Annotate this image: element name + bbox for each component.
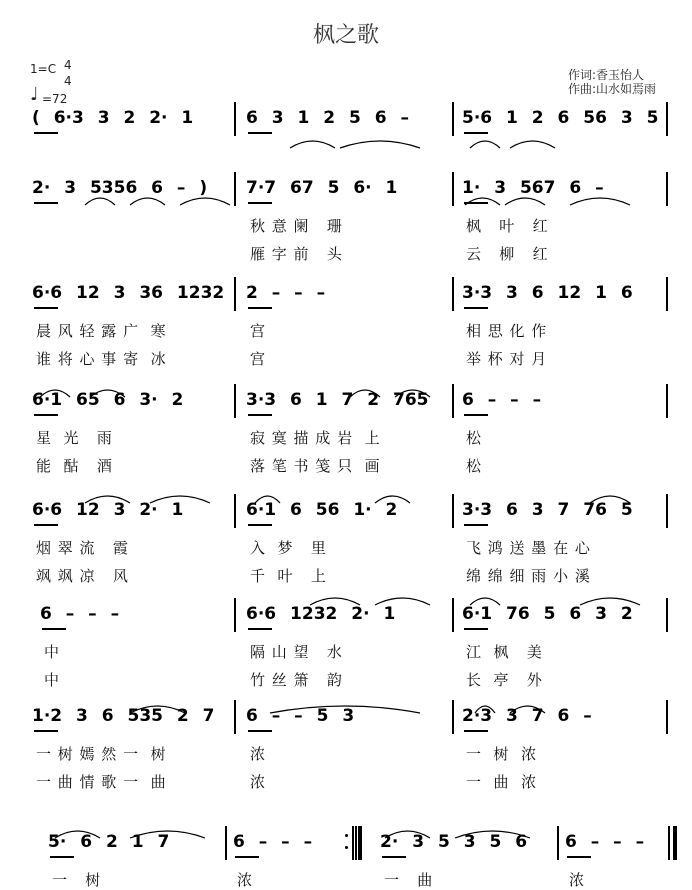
- bar-line: [666, 172, 668, 206]
- bar-line: [557, 826, 559, 860]
- time-signature-top: 4: [64, 58, 72, 72]
- beam-underline: [464, 132, 488, 134]
- lyric-verse-1: 一 树: [52, 871, 102, 889]
- beam-underline: [464, 628, 488, 630]
- beam-underline: [382, 856, 406, 858]
- beam-underline: [567, 856, 591, 858]
- lyric-verse-2: 雁 字 前 头: [250, 245, 343, 263]
- double-bar-line: [668, 826, 670, 860]
- beam-underline: [248, 132, 272, 134]
- beam-underline: [464, 307, 488, 309]
- measure-notes: 2· 3 5 3 5 6: [380, 832, 528, 852]
- bar-line: [234, 172, 236, 206]
- lyric-verse-2: 松: [466, 457, 483, 475]
- lyric-verse-1: 秋 意 阑 珊: [250, 217, 343, 235]
- key-signature: 1=C: [30, 62, 57, 76]
- lyric-verse-2: 一 曲 浓: [466, 773, 538, 791]
- lyric-verse-2: 一 曲 情 歌 一 曲: [36, 773, 167, 791]
- measure-notes: 1·2 3 6 535 2 7: [32, 706, 215, 726]
- bar-line: [452, 277, 454, 311]
- lyricist-credit: 作词:香玉怡人: [568, 68, 645, 82]
- slur-arc: [510, 141, 555, 148]
- measure-notes: 6·1 6 56 1· 2: [246, 500, 398, 520]
- beam-underline: [248, 730, 272, 732]
- measure-notes: 6·6 1232 2· 1: [246, 604, 396, 624]
- bar-line: [452, 384, 454, 418]
- quarter-note-icon: ♩: [30, 84, 39, 105]
- beam-underline: [34, 730, 58, 732]
- lyric-verse-1: 入 梦 里: [250, 539, 327, 557]
- slur-arc: [505, 198, 545, 205]
- lyric-verse-1: 浓: [237, 871, 254, 889]
- slur-arc: [570, 198, 630, 205]
- lyric-verse-1: 星 光 雨: [36, 429, 113, 447]
- measure-notes: 6 – – –: [462, 390, 542, 410]
- beam-underline: [248, 307, 272, 309]
- lyric-verse-1: 浓: [569, 871, 586, 889]
- lyric-verse-1: 江 枫 美: [466, 643, 543, 661]
- beam-underline: [248, 202, 272, 204]
- lyric-verse-2: 谁 将 心 事 寄 冰: [36, 350, 167, 368]
- double-bar-line: [358, 826, 362, 860]
- lyric-verse-1: 一 树 浓: [466, 745, 538, 763]
- bar-line: [234, 494, 236, 528]
- slur-arc: [340, 141, 420, 148]
- repeat-dot: [345, 846, 348, 849]
- lyric-verse-1: 枫 叶 红: [466, 217, 549, 235]
- bar-line: [234, 277, 236, 311]
- double-bar-line: [673, 826, 677, 860]
- lyric-verse-1: 宫: [250, 322, 267, 340]
- measure-notes: 2· 3 5356 6 – ): [32, 178, 208, 198]
- bar-line: [234, 102, 236, 136]
- measure-notes: 3·3 3 6 12 1 6: [462, 283, 633, 303]
- lyric-verse-2: 千 叶 上: [250, 567, 327, 585]
- beam-underline: [34, 524, 58, 526]
- beam-underline: [34, 202, 58, 204]
- beam-underline: [235, 856, 259, 858]
- measure-notes: 6 – – –: [40, 604, 120, 624]
- measure-notes: 6 3 1 2 5 6 –: [246, 108, 409, 128]
- bar-line: [452, 172, 454, 206]
- lyric-verse-2: 宫: [250, 350, 267, 368]
- bar-line: [666, 700, 668, 734]
- bar-line: [452, 598, 454, 632]
- lyric-verse-2: 中: [44, 671, 61, 689]
- measure-notes: 5·6 1 2 6 56 3 5: [462, 108, 659, 128]
- beam-underline: [248, 628, 272, 630]
- lyric-verse-2: 长 亭 外: [466, 671, 543, 689]
- measure-notes: 6 – – –: [233, 832, 313, 852]
- beam-underline: [464, 730, 488, 732]
- lyric-verse-1: 寂 寞 描 成 岩 上: [250, 429, 381, 447]
- bar-line: [355, 826, 357, 860]
- bar-line: [666, 277, 668, 311]
- measure-notes: 5· 6 2 1 7: [48, 832, 170, 852]
- bar-line: [452, 494, 454, 528]
- lyric-verse-1: 隔 山 望 水: [250, 643, 343, 661]
- slur-arc: [130, 198, 165, 205]
- measure-notes: 7·7 67 5 6· 1: [246, 178, 398, 198]
- bar-line: [452, 102, 454, 136]
- lyric-verse-1: 中: [44, 643, 61, 661]
- lyric-verse-1: 松: [466, 429, 483, 447]
- lyric-verse-1: 晨 风 轻 露 广 寒: [36, 322, 167, 340]
- bar-line: [234, 700, 236, 734]
- lyric-verse-2: 落 笔 书 笺 只 画: [250, 457, 381, 475]
- beam-underline: [248, 524, 272, 526]
- slur-arc: [290, 141, 335, 148]
- bar-line: [225, 826, 227, 860]
- measure-notes: 6·6 12 3 36 1232: [32, 283, 225, 303]
- slur-arc: [85, 198, 115, 205]
- repeat-dot: [345, 834, 348, 837]
- beam-underline: [248, 414, 272, 416]
- measure-notes: 6 – – –: [565, 832, 645, 852]
- lyric-verse-1: 飞 鸿 送 墨 在 心: [466, 539, 591, 557]
- lyric-verse-2: 能 酤 酒: [36, 457, 113, 475]
- beam-underline: [464, 524, 488, 526]
- bar-line: [452, 700, 454, 734]
- measure-notes: ( 6·3 3 2 2· 1: [32, 108, 194, 128]
- double-bar-line: [352, 826, 354, 860]
- lyric-verse-1: 一 曲: [384, 871, 434, 889]
- measure-notes: 3·3 6 3 7 76 5: [462, 500, 633, 520]
- measure-notes: 1· 3 567 6 –: [462, 178, 604, 198]
- beam-underline: [50, 856, 74, 858]
- measure-notes: 2·3 3 7 6 –: [462, 706, 592, 726]
- tempo-marking: =72: [42, 92, 68, 106]
- composer-credit: 作曲:山水如焉雨: [568, 82, 657, 96]
- beam-underline: [464, 202, 488, 204]
- measure-notes: 6·6 12 3 2· 1: [32, 500, 184, 520]
- bar-line: [666, 384, 668, 418]
- measure-notes: 6·1 65 6 3· 2: [32, 390, 184, 410]
- bar-line: [234, 598, 236, 632]
- lyric-verse-1: 相 思 化 作: [466, 322, 548, 340]
- beam-underline: [34, 132, 58, 134]
- slur-arc: [180, 198, 230, 205]
- lyric-verse-1: 烟 翠 流 霞: [36, 539, 129, 557]
- lyric-verse-2: 绵 绵 细 雨 小 溪: [466, 567, 591, 585]
- bar-line: [234, 384, 236, 418]
- beam-underline: [42, 628, 66, 630]
- lyric-verse-2: 云 柳 红: [466, 245, 549, 263]
- slur-arc: [470, 141, 500, 148]
- measure-notes: 6·1 76 5 6 3 2: [462, 604, 633, 624]
- bar-line: [666, 102, 668, 136]
- lyric-verse-2: 举 杯 对 月: [466, 350, 548, 368]
- measure-notes: 2 – – –: [246, 283, 326, 303]
- lyric-verse-1: 浓: [250, 745, 267, 763]
- lyric-verse-2: 浓: [250, 773, 267, 791]
- lyric-verse-2: 竹 丝 箫 韵: [250, 671, 343, 689]
- lyric-verse-2: 飒 飒 凉 风: [36, 567, 129, 585]
- song-title: 枫之歌: [312, 23, 379, 48]
- beam-underline: [464, 414, 488, 416]
- measure-notes: 3·3 6 1 7 2 765: [246, 390, 429, 410]
- time-signature-bottom: 4: [64, 74, 72, 88]
- beam-underline: [34, 414, 58, 416]
- beam-underline: [34, 307, 58, 309]
- measure-notes: 6 – – 5 3: [246, 706, 355, 726]
- lyric-verse-1: 一 树 嫣 然 一 树: [36, 745, 167, 763]
- bar-line: [666, 494, 668, 528]
- bar-line: [666, 598, 668, 632]
